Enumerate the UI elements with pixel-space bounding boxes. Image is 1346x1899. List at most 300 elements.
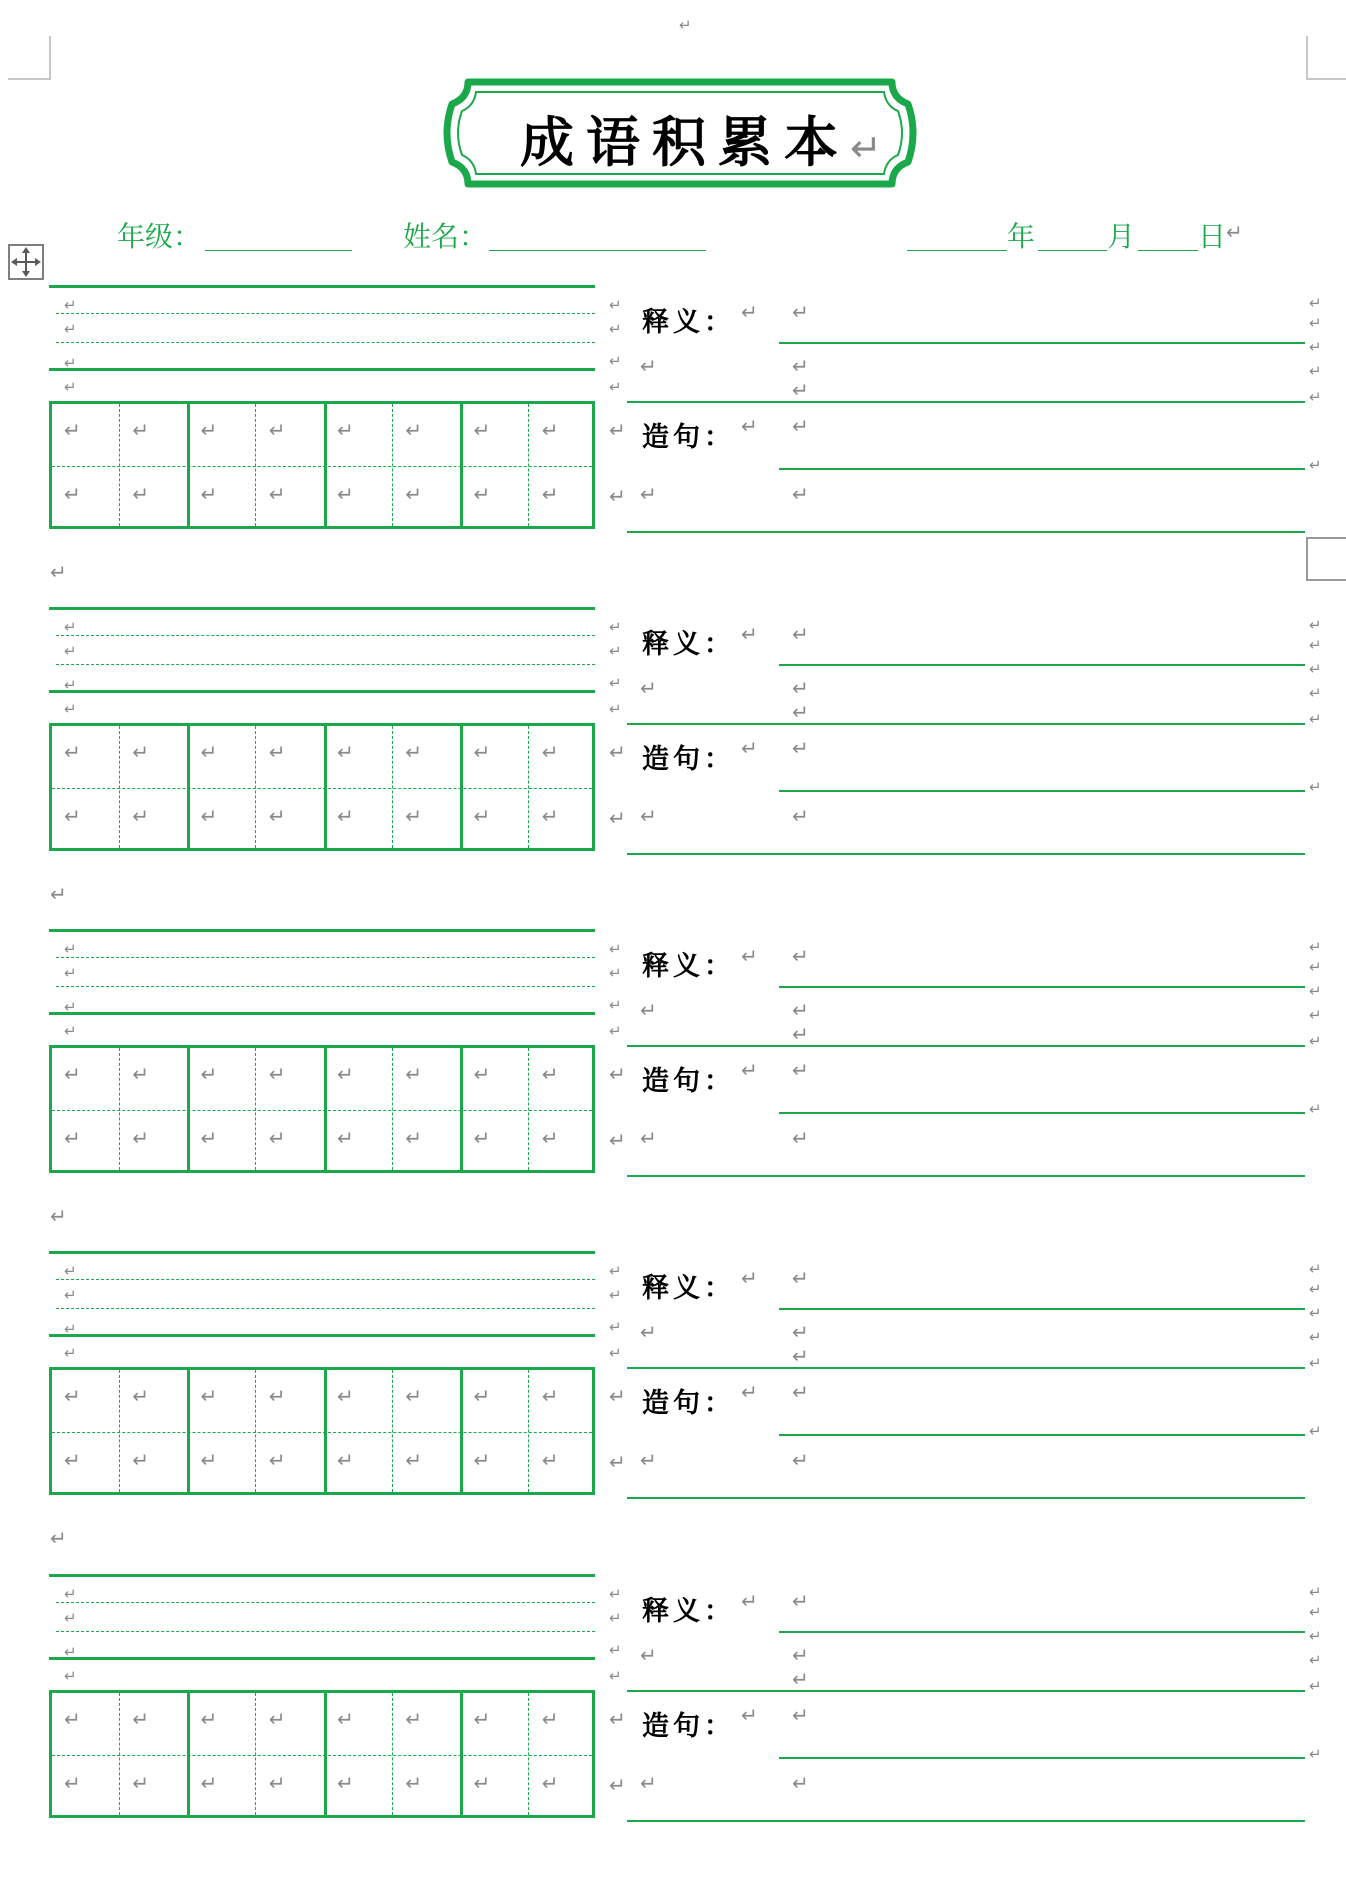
day-label: 日 bbox=[1198, 220, 1227, 253]
grid-cell-mark: ↵ bbox=[132, 1771, 150, 1795]
grid-cell-mark: ↵ bbox=[64, 804, 81, 828]
character-grid[interactable] bbox=[49, 1045, 595, 1173]
paragraph-mark-icon: ↵ bbox=[609, 1262, 622, 1280]
crop-mark-top-right bbox=[1300, 36, 1346, 80]
grade-field[interactable] bbox=[205, 250, 352, 251]
grid-cell-mark: ↵ bbox=[337, 1448, 354, 1472]
grid-column-line bbox=[187, 1370, 190, 1492]
grid-cell-mark: ↵ bbox=[200, 1126, 218, 1150]
grid-cell-mark: ↵ bbox=[541, 804, 559, 828]
paragraph-mark-icon: ↵ bbox=[850, 126, 882, 170]
paragraph-mark-icon: ↵ bbox=[1309, 294, 1322, 312]
grid-column-line bbox=[324, 1370, 327, 1492]
sentence-line[interactable] bbox=[627, 1820, 1305, 1822]
grid-cell-mark: ↵ bbox=[541, 1062, 559, 1086]
paragraph-mark-icon: ↵ bbox=[741, 622, 758, 646]
grid-row-line bbox=[52, 1755, 592, 1756]
grid-column-line bbox=[460, 404, 463, 526]
grid-cell-mark: ↵ bbox=[405, 1448, 423, 1472]
paragraph-mark-icon: ↵ bbox=[1309, 660, 1322, 678]
paragraph-mark-icon: ↵ bbox=[792, 1589, 809, 1613]
grid-cell-mark: ↵ bbox=[64, 1384, 81, 1408]
paragraph-mark-icon: ↵ bbox=[1309, 958, 1322, 976]
grid-cell-mark: ↵ bbox=[132, 482, 150, 506]
meaning-line[interactable] bbox=[779, 986, 1305, 988]
grid-cell-mark: ↵ bbox=[337, 804, 354, 828]
grid-column-line bbox=[255, 404, 256, 526]
paragraph-mark-icon: ↵ bbox=[1309, 1745, 1322, 1763]
grid-cell-mark: ↵ bbox=[200, 418, 218, 442]
pinyin-dash-line bbox=[56, 986, 595, 987]
sentence-line[interactable] bbox=[627, 1175, 1305, 1177]
grid-cell-mark: ↵ bbox=[268, 740, 286, 764]
meaning-line[interactable] bbox=[627, 1690, 1305, 1692]
paragraph-mark-icon: ↵ bbox=[640, 482, 657, 506]
paragraph-mark-icon: ↵ bbox=[741, 1266, 758, 1290]
grade-label: 年级： bbox=[117, 220, 202, 253]
paragraph-mark-icon: ↵ bbox=[792, 1022, 809, 1046]
paragraph-mark-icon: ↵ bbox=[640, 676, 657, 700]
table-move-handle[interactable] bbox=[8, 244, 44, 280]
paragraph-mark-icon: ↵ bbox=[1226, 220, 1243, 244]
meaning-line[interactable] bbox=[779, 1308, 1305, 1310]
paragraph-mark-icon: ↵ bbox=[609, 418, 626, 442]
grid-cell-mark: ↵ bbox=[200, 804, 218, 828]
pinyin-top-line bbox=[49, 1251, 595, 1254]
character-grid[interactable] bbox=[49, 401, 595, 529]
paragraph-mark-icon: ↵ bbox=[1309, 1260, 1322, 1278]
paragraph-mark-icon: ↵ bbox=[1309, 338, 1322, 356]
sentence-label: 造句： bbox=[642, 1711, 735, 1742]
paragraph-mark-icon: ↵ bbox=[50, 1204, 67, 1228]
sentence-line[interactable] bbox=[779, 1434, 1305, 1436]
grid-column-line bbox=[528, 1370, 529, 1492]
paragraph-mark-icon: ↵ bbox=[64, 1262, 77, 1280]
paragraph-mark-icon: ↵ bbox=[741, 944, 758, 968]
month-field[interactable] bbox=[1038, 250, 1107, 251]
paragraph-mark-icon: ↵ bbox=[792, 700, 809, 724]
paragraph-mark-icon: ↵ bbox=[609, 1773, 626, 1797]
grid-column-line bbox=[324, 1693, 327, 1815]
paragraph-mark-icon: ↵ bbox=[609, 674, 622, 692]
paragraph-mark-icon: ↵ bbox=[64, 998, 77, 1016]
sentence-line[interactable] bbox=[779, 1112, 1305, 1114]
paragraph-mark-icon: ↵ bbox=[792, 622, 809, 646]
grid-column-line bbox=[119, 1048, 120, 1170]
paragraph-mark-icon: ↵ bbox=[609, 1384, 626, 1408]
name-label: 姓名： bbox=[403, 220, 488, 253]
grid-cell-mark: ↵ bbox=[337, 418, 354, 442]
paragraph-mark-icon: ↵ bbox=[792, 1771, 809, 1795]
paragraph-mark-icon: ↵ bbox=[609, 1585, 622, 1603]
paragraph-mark-icon: ↵ bbox=[640, 1771, 657, 1795]
meaning-label: 释义： bbox=[642, 951, 735, 982]
grid-cell-mark: ↵ bbox=[405, 804, 423, 828]
paragraph-mark-icon: ↵ bbox=[609, 996, 622, 1014]
grid-cell-mark: ↵ bbox=[541, 1707, 559, 1731]
grid-cell-mark: ↵ bbox=[268, 1771, 286, 1795]
pinyin-bottom-line[interactable] bbox=[49, 1334, 595, 1337]
grid-column-line bbox=[460, 1048, 463, 1170]
grid-column-line bbox=[528, 1048, 529, 1170]
pinyin-dash-line bbox=[56, 1602, 595, 1603]
grid-column-line bbox=[255, 1370, 256, 1492]
grid-cell-mark: ↵ bbox=[268, 1448, 286, 1472]
paragraph-mark-icon: ↵ bbox=[64, 378, 77, 396]
paragraph-mark-icon: ↵ bbox=[609, 806, 626, 830]
paragraph-mark-icon: ↵ bbox=[609, 1641, 622, 1659]
grid-cell-mark: ↵ bbox=[473, 482, 491, 506]
grid-cell-mark: ↵ bbox=[64, 740, 81, 764]
grid-cell-mark: ↵ bbox=[132, 1126, 150, 1150]
meaning-line[interactable] bbox=[779, 664, 1305, 666]
grid-cell-mark: ↵ bbox=[268, 1062, 286, 1086]
pinyin-dash-line bbox=[56, 342, 595, 343]
sentence-line[interactable] bbox=[627, 853, 1305, 855]
grid-column-line bbox=[255, 1048, 256, 1170]
idiom-block bbox=[0, 924, 1346, 1254]
grid-column-line bbox=[460, 1693, 463, 1815]
paragraph-mark-icon: ↵ bbox=[1309, 1583, 1322, 1601]
grid-cell-mark: ↵ bbox=[541, 1771, 559, 1795]
paragraph-mark-icon: ↵ bbox=[609, 484, 626, 508]
grid-cell-mark: ↵ bbox=[405, 740, 423, 764]
pinyin-bottom-line[interactable] bbox=[49, 368, 595, 371]
grid-cell-mark: ↵ bbox=[268, 1707, 286, 1731]
paragraph-mark-icon: ↵ bbox=[741, 1380, 758, 1404]
grid-cell-mark: ↵ bbox=[200, 482, 218, 506]
grid-cell-mark: ↵ bbox=[541, 1448, 559, 1472]
meaning-line[interactable] bbox=[779, 1631, 1305, 1633]
paragraph-mark-icon: ↵ bbox=[792, 998, 809, 1022]
grid-cell-mark: ↵ bbox=[64, 1062, 81, 1086]
paragraph-mark-icon: ↵ bbox=[609, 1062, 626, 1086]
paragraph-mark-icon: ↵ bbox=[609, 1318, 622, 1336]
grid-cell-mark: ↵ bbox=[200, 740, 218, 764]
grid-column-line bbox=[119, 1370, 120, 1492]
paragraph-mark-icon: ↵ bbox=[609, 1707, 626, 1731]
grid-column-line bbox=[187, 726, 190, 848]
grid-cell-mark: ↵ bbox=[200, 1062, 218, 1086]
sentence-line[interactable] bbox=[627, 1497, 1305, 1499]
sentence-line[interactable] bbox=[779, 468, 1305, 470]
paragraph-mark-icon: ↵ bbox=[1309, 1328, 1322, 1346]
paragraph-mark-icon: ↵ bbox=[792, 378, 809, 402]
grid-cell-mark: ↵ bbox=[337, 740, 354, 764]
grid-column-line bbox=[528, 1693, 529, 1815]
grid-cell-mark: ↵ bbox=[473, 1771, 491, 1795]
grid-row-line bbox=[52, 788, 592, 789]
grid-cell-mark: ↵ bbox=[200, 1384, 218, 1408]
grid-column-line bbox=[460, 1370, 463, 1492]
grid-cell-mark: ↵ bbox=[337, 482, 354, 506]
sentence-label: 造句： bbox=[642, 1066, 735, 1097]
grid-column-line bbox=[392, 1693, 393, 1815]
pinyin-bottom-line[interactable] bbox=[49, 1657, 595, 1660]
grid-cell-mark: ↵ bbox=[541, 418, 559, 442]
paragraph-mark-icon: ↵ bbox=[792, 736, 809, 760]
grid-cell-mark: ↵ bbox=[337, 1707, 354, 1731]
grid-cell-mark: ↵ bbox=[64, 1707, 81, 1731]
grid-cell-mark: ↵ bbox=[405, 482, 423, 506]
paragraph-mark-icon: ↵ bbox=[64, 618, 77, 636]
grid-cell-mark: ↵ bbox=[541, 482, 559, 506]
paragraph-mark-icon: ↵ bbox=[792, 676, 809, 700]
grid-cell-mark: ↵ bbox=[541, 1126, 559, 1150]
paragraph-mark-icon: ↵ bbox=[1309, 1651, 1322, 1669]
grid-column-line bbox=[392, 404, 393, 526]
grid-cell-mark: ↵ bbox=[405, 1126, 423, 1150]
paragraph-mark-icon: ↵ bbox=[1309, 1006, 1322, 1024]
paragraph-mark-icon: ↵ bbox=[640, 1448, 657, 1472]
grid-cell-mark: ↵ bbox=[132, 1062, 150, 1086]
grid-cell-mark: ↵ bbox=[473, 1062, 491, 1086]
grid-column-line bbox=[392, 1048, 393, 1170]
grid-cell-mark: ↵ bbox=[132, 1384, 150, 1408]
grid-cell-mark: ↵ bbox=[473, 1448, 491, 1472]
grid-cell-mark: ↵ bbox=[473, 804, 491, 828]
paragraph-mark-icon: ↵ bbox=[64, 1022, 77, 1040]
paragraph-mark-icon: ↵ bbox=[64, 1667, 77, 1685]
paragraph-mark-icon: ↵ bbox=[640, 998, 657, 1022]
grid-column-line bbox=[392, 1370, 393, 1492]
meaning-line[interactable] bbox=[779, 342, 1305, 344]
paragraph-mark-icon: ↵ bbox=[792, 1058, 809, 1082]
sentence-label: 造句： bbox=[642, 1388, 735, 1419]
pinyin-bottom-line[interactable] bbox=[49, 690, 595, 693]
paragraph-mark-icon: ↵ bbox=[1309, 362, 1322, 380]
character-grid[interactable] bbox=[49, 1690, 595, 1818]
paragraph-mark-icon: ↵ bbox=[1309, 684, 1322, 702]
paragraph-mark-icon: ↵ bbox=[1309, 456, 1322, 474]
grid-column-line bbox=[460, 726, 463, 848]
paragraph-mark-icon: ↵ bbox=[1309, 1280, 1322, 1298]
grid-cell-mark: ↵ bbox=[64, 418, 81, 442]
meaning-line[interactable] bbox=[627, 401, 1305, 403]
paragraph-mark-icon: ↵ bbox=[792, 1448, 809, 1472]
character-grid[interactable] bbox=[49, 1367, 595, 1495]
paragraph-mark-icon: ↵ bbox=[64, 964, 77, 982]
paragraph-mark-icon: ↵ bbox=[609, 1450, 626, 1474]
meaning-line[interactable] bbox=[627, 723, 1305, 725]
move-handle-icon bbox=[10, 246, 42, 278]
paragraph-mark-icon: ↵ bbox=[609, 1344, 622, 1362]
paragraph-mark-icon: ↵ bbox=[64, 296, 77, 314]
paragraph-mark-icon: ↵ bbox=[1309, 1603, 1322, 1621]
paragraph-mark-icon: ↵ bbox=[741, 1058, 758, 1082]
grid-column-line bbox=[119, 726, 120, 848]
page-title: 成语积累本↵ bbox=[520, 110, 882, 174]
paragraph-mark-icon: ↵ bbox=[792, 1344, 809, 1368]
sentence-line[interactable] bbox=[779, 1757, 1305, 1759]
paragraph-mark-icon: ↵ bbox=[741, 736, 758, 760]
paragraph-mark-icon: ↵ bbox=[609, 1286, 622, 1304]
grid-cell-mark: ↵ bbox=[337, 1771, 354, 1795]
grid-cell-mark: ↵ bbox=[268, 1384, 286, 1408]
grid-column-line bbox=[528, 404, 529, 526]
paragraph-mark-icon: ↵ bbox=[64, 1609, 77, 1627]
year-label: 年 bbox=[1007, 220, 1036, 253]
paragraph-mark-icon: ↵ bbox=[792, 1126, 809, 1150]
paragraph-mark-icon: ↵ bbox=[64, 320, 77, 338]
paragraph-mark-icon: ↵ bbox=[1309, 938, 1322, 956]
paragraph-mark-icon: ↵ bbox=[609, 964, 622, 982]
paragraph-mark-icon: ↵ bbox=[1309, 1100, 1322, 1118]
grid-cell-mark: ↵ bbox=[64, 1126, 81, 1150]
grid-row-line bbox=[52, 1110, 592, 1111]
paragraph-mark-icon: ↵ bbox=[741, 300, 758, 324]
grid-column-line bbox=[255, 1693, 256, 1815]
grid-cell-mark: ↵ bbox=[473, 1707, 491, 1731]
paragraph-mark-icon: ↵ bbox=[1309, 982, 1322, 1000]
sentence-line[interactable] bbox=[779, 790, 1305, 792]
grid-column-line bbox=[255, 726, 256, 848]
grid-cell-mark: ↵ bbox=[337, 1062, 354, 1086]
paragraph-mark-icon: ↵ bbox=[792, 300, 809, 324]
sentence-line[interactable] bbox=[627, 531, 1305, 533]
paragraph-mark-icon: ↵ bbox=[609, 1128, 626, 1152]
crop-mark-top-left bbox=[0, 36, 52, 80]
grid-cell-mark: ↵ bbox=[200, 1771, 218, 1795]
pinyin-top-line bbox=[49, 607, 595, 610]
idiom-block bbox=[0, 1246, 1346, 1576]
grid-cell-mark: ↵ bbox=[132, 1707, 150, 1731]
grid-cell-mark: ↵ bbox=[132, 804, 150, 828]
pinyin-dash-line bbox=[56, 313, 595, 314]
grid-column-line bbox=[187, 404, 190, 526]
paragraph-mark-icon: ↵ bbox=[1309, 636, 1322, 654]
paragraph-mark-icon: ↵ bbox=[741, 1703, 758, 1727]
paragraph-mark-icon: ↵ bbox=[1309, 710, 1322, 728]
grid-cell-mark: ↵ bbox=[268, 804, 286, 828]
character-grid[interactable] bbox=[49, 723, 595, 851]
pinyin-top-line bbox=[49, 285, 595, 288]
grid-cell-mark: ↵ bbox=[64, 1448, 81, 1472]
pinyin-dash-line bbox=[56, 1279, 595, 1280]
grid-cell-mark: ↵ bbox=[405, 1771, 423, 1795]
paragraph-mark-icon: ↵ bbox=[792, 482, 809, 506]
paragraph-mark-icon: ↵ bbox=[64, 642, 77, 660]
grid-cell-mark: ↵ bbox=[337, 1384, 354, 1408]
grid-cell-mark: ↵ bbox=[473, 1384, 491, 1408]
paragraph-mark-icon: ↵ bbox=[792, 1380, 809, 1404]
grid-cell-mark: ↵ bbox=[473, 740, 491, 764]
grid-column-line bbox=[528, 726, 529, 848]
name-field[interactable] bbox=[489, 250, 706, 251]
paragraph-mark-icon: ↵ bbox=[1309, 1422, 1322, 1440]
paragraph-mark-icon: ↵ bbox=[1309, 1677, 1322, 1695]
grid-cell-mark: ↵ bbox=[132, 740, 150, 764]
paragraph-mark-icon: ↵ bbox=[640, 1320, 657, 1344]
grid-cell-mark: ↵ bbox=[132, 1448, 150, 1472]
paragraph-mark-icon: ↵ bbox=[64, 1320, 77, 1338]
grid-column-line bbox=[119, 1693, 120, 1815]
paragraph-mark-icon: ↵ bbox=[64, 1643, 77, 1661]
grid-cell-mark: ↵ bbox=[473, 418, 491, 442]
paragraph-mark-icon: ↵ bbox=[1309, 1032, 1322, 1050]
grid-cell-mark: ↵ bbox=[405, 1384, 423, 1408]
paragraph-mark-icon: ↵ bbox=[1309, 616, 1322, 634]
day-field[interactable] bbox=[1138, 250, 1198, 251]
pinyin-bottom-line[interactable] bbox=[49, 1012, 595, 1015]
paragraph-mark-icon: ↵ bbox=[640, 804, 657, 828]
pinyin-top-line bbox=[49, 1574, 595, 1577]
grid-cell-mark: ↵ bbox=[268, 1126, 286, 1150]
idiom-block bbox=[0, 1569, 1346, 1899]
paragraph-mark-icon: ↵ bbox=[792, 944, 809, 968]
pinyin-dash-line bbox=[56, 1631, 595, 1632]
paragraph-mark-icon: ↵ bbox=[609, 296, 622, 314]
grid-cell-mark: ↵ bbox=[64, 1771, 81, 1795]
paragraph-mark-icon: ↵ bbox=[609, 618, 622, 636]
paragraph-mark-icon: ↵ bbox=[50, 1526, 67, 1550]
paragraph-mark-icon: ↵ bbox=[609, 378, 622, 396]
idiom-block bbox=[0, 602, 1346, 932]
paragraph-mark-icon: ↵ bbox=[741, 1589, 758, 1613]
paragraph-mark-icon: ↵ bbox=[1309, 1304, 1322, 1322]
meaning-label: 释义： bbox=[642, 629, 735, 660]
grid-cell-mark: ↵ bbox=[405, 1707, 423, 1731]
grid-cell-mark: ↵ bbox=[405, 418, 423, 442]
paragraph-mark-icon: ↵ bbox=[792, 804, 809, 828]
paragraph-mark-icon: ↵ bbox=[609, 1609, 622, 1627]
paragraph-mark-icon: ↵ bbox=[64, 354, 77, 372]
sentence-label: 造句： bbox=[642, 422, 735, 453]
paragraph-mark-icon: ↵ bbox=[1309, 778, 1322, 796]
idiom-block bbox=[0, 280, 1346, 610]
grid-cell-mark: ↵ bbox=[541, 1384, 559, 1408]
grid-cell-mark: ↵ bbox=[200, 1448, 218, 1472]
pinyin-dash-line bbox=[56, 1308, 595, 1309]
grid-cell-mark: ↵ bbox=[337, 1126, 354, 1150]
grid-column-line bbox=[187, 1048, 190, 1170]
paragraph-mark-icon: ↵ bbox=[64, 700, 77, 718]
grid-row-line bbox=[52, 1432, 592, 1433]
pinyin-dash-line bbox=[56, 664, 595, 665]
paragraph-mark-icon: ↵ bbox=[609, 1667, 622, 1685]
grid-column-line bbox=[324, 726, 327, 848]
paragraph-mark-icon: ↵ bbox=[1309, 1354, 1322, 1372]
paragraph-mark-icon: ↵ bbox=[679, 16, 692, 34]
paragraph-mark-icon: ↵ bbox=[1309, 388, 1322, 406]
grid-cell-mark: ↵ bbox=[132, 418, 150, 442]
paragraph-mark-icon: ↵ bbox=[741, 414, 758, 438]
paragraph-mark-icon: ↵ bbox=[640, 1643, 657, 1667]
grid-column-line bbox=[324, 404, 327, 526]
paragraph-mark-icon: ↵ bbox=[792, 1703, 809, 1727]
grid-cell-mark: ↵ bbox=[268, 482, 286, 506]
grid-cell-mark: ↵ bbox=[200, 1707, 218, 1731]
grid-column-line bbox=[119, 404, 120, 526]
paragraph-mark-icon: ↵ bbox=[50, 882, 67, 906]
grid-column-line bbox=[187, 1693, 190, 1815]
paragraph-mark-icon: ↵ bbox=[792, 1667, 809, 1691]
meaning-label: 释义： bbox=[642, 1273, 735, 1304]
paragraph-mark-icon: ↵ bbox=[64, 1344, 77, 1362]
paragraph-mark-icon: ↵ bbox=[609, 352, 622, 370]
meaning-line[interactable] bbox=[627, 1045, 1305, 1047]
meaning-label: 释义： bbox=[642, 307, 735, 338]
year-field[interactable] bbox=[907, 250, 1007, 251]
paragraph-mark-icon: ↵ bbox=[64, 1286, 77, 1304]
pinyin-dash-line bbox=[56, 957, 595, 958]
meaning-line[interactable] bbox=[627, 1367, 1305, 1369]
paragraph-mark-icon: ↵ bbox=[792, 1643, 809, 1667]
paragraph-mark-icon: ↵ bbox=[792, 1320, 809, 1344]
paragraph-mark-icon: ↵ bbox=[792, 354, 809, 378]
paragraph-mark-icon: ↵ bbox=[792, 1266, 809, 1290]
paragraph-mark-icon: ↵ bbox=[792, 414, 809, 438]
